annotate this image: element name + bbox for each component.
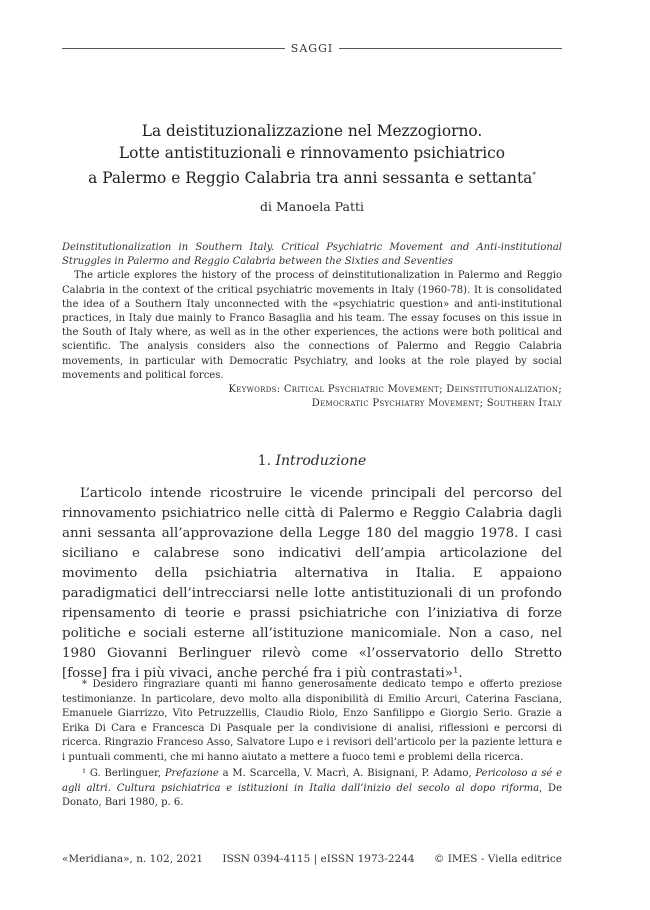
section-heading — [62, 453, 562, 469]
section-label: SAGGI — [290, 41, 334, 55]
footer-journal: «Meridiana», n. 102, 2021 — [62, 853, 204, 865]
section-title: Introduzione — [275, 453, 367, 469]
title-line-3-text: a Palermo e Reggio Calabria tra anni sessanta e settanta — [88, 169, 533, 188]
keywords — [62, 383, 562, 411]
footnote-1-a: ¹ G. Berlinguer, — [82, 768, 165, 779]
page-footer — [62, 853, 562, 865]
header-rule-right — [339, 48, 562, 49]
footnote-1 — [62, 767, 562, 811]
title-footnote-mark: * — [532, 171, 536, 179]
title-line-2: Lotte antistituzionali e rinnovamento psichiatrico — [118, 144, 506, 162]
running-header — [62, 38, 562, 58]
abstract-body: The article explores the history of the process of deinstitutionalization in Palermo and Reggio Calabria in the context of the critical psychiatric movements in Italy (1960-78). It is consolidated the idea of a Southern Italy unconnected with the «psychiatric question» and anti-institutional practices, in Italy due mainly to Franco Basaglia and his team. The essay focuses on this issue in the South of Italy where, as well as in the other experiences, the actions were both political and scientific. The analysis considers also the connections of Palermo and Reggio Calabria movements, in particular with Democratic Psychiatry, and looks at the role played by social movements and political forces. — [62, 270, 562, 381]
footnote-1-title: Pericoloso a sé e agli altri. Cultura psichiatrica e istituzioni in Italia dall’inizio del secolo al dopo riforma — [62, 768, 563, 794]
footnote-1-pref: Prefazione — [164, 768, 219, 779]
english-title: Deinstitutionalization in Southern Italy. Critical Psychiatric Movement and Anti-institutional Struggles in Palermo and Reggio Calabria between the Sixties and Seventies — [62, 242, 562, 268]
keywords-line-1: Keywords: Critical Psychiatric Movement; Deinstitutionalization; — [228, 384, 562, 396]
footer-issn: ISSN 0394-4115 | eISSN 1973-2244 — [222, 853, 415, 865]
footer-publisher: © IMES - Viella editrice — [433, 853, 562, 865]
body-paragraph: L’articolo intende ricostruire le vicende principali del percorso del rinnovamento psichiatrico nelle città di Palermo e Reggio Calabria dagli anni sessanta all’approvazione della Legge 180 del maggio 1978. I casi siciliano e calabrese sono indicativi dell’ampia articolazione del movimento della psichiatria alternativa in Italia. E appaiono paradigmatici dell’intrecciarsi nelle lotte antistituzionali di un profondo ripensamento di teorie e prassi psichiatriche con l’iniziativa di forze politiche e sociali esterne all’istituzione manicomiale. Non a caso, nel 1980 Giovanni Berlinguer rilevò come «l’osservatorio dello Stretto [fosse] fra i più vivaci, anche perché fra i più contrastati»¹. — [62, 486, 562, 681]
author: di Manoela Patti — [260, 199, 364, 215]
title-line-3 — [62, 164, 562, 189]
footnotes — [62, 678, 562, 813]
section-number: 1. — [257, 453, 272, 469]
footnote-1-b: a M. Scarcella, V. Macrì, A. Bisignani, P. Adamo, — [218, 768, 476, 779]
article-title-block — [62, 120, 562, 214]
keywords-line-2: Democratic Psychiatry Movement; Southern Italy — [311, 398, 562, 410]
header-rule-left — [62, 48, 285, 49]
footnote-star: * Desidero ringraziare quanti mi hanno generosamente dedicato tempo e offerto preziose testimonianze. In particolare, devo molto alla disponibilità di Emilio Arcuri, Caterina Fasciana, Emanuele Giarrizzo, Vito Petruzzellis, Claudio Riolo, Enzo Sanfilippo e Giorgio Serio. Grazie a Erika Di Cara e Francesca Di Pasquale per la condivisione di analisi, riflessioni e percorsi di ricerca. Ringrazio Franceso Asso, Salvatore Lupo e i revisori dell’articolo per la paziente lettura e i puntuali commenti, che mi hanno aiutato a mettere a fuoco temi e problemi della ricerca. — [62, 679, 562, 763]
abstract — [62, 241, 562, 411]
title-line-1: La deistituzionalizzazione nel Mezzogiorno. — [141, 122, 483, 140]
footnote-1-c: , De Donato, Bari 1980, p. 6. — [62, 782, 562, 808]
